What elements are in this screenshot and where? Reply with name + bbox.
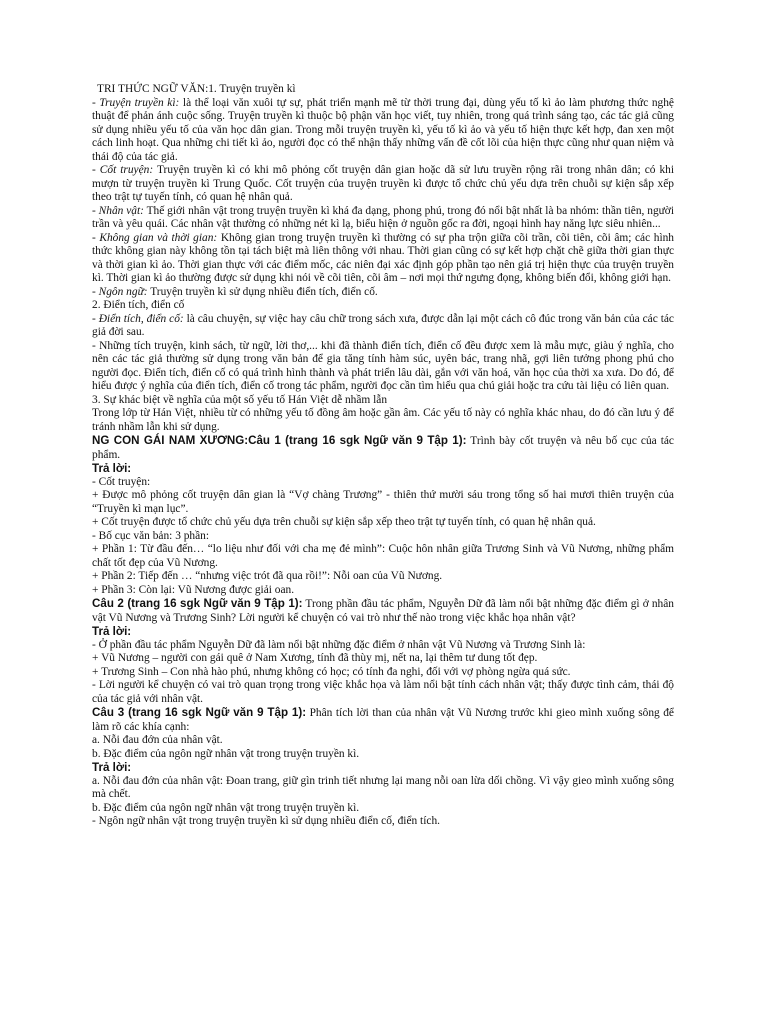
term-text: Không gian trong truyện truyền kì thường có sự pha trộn giữa cõi trần, cõi tiên, cõi âm; các hình thức không gian này không tồn tại tách biệt mà liên thông với nhau. Thời gian cũng có sự kết hợp chặt chẽ giữa thời gian thực và thời gian kì ảo. Thời gian thực với các điểm mốc, các niên đại xác định góp phần tạo nên giá trị hiện thực của truyện truyền kì. Thời gian kì ảo thường được sử dụng khi nói về cõi tiên, cõi âm – nơi mọi thứ ngưng đọng, không biến đổi, không giới hạn. [92, 231, 675, 284]
term-text: là thể loại văn xuôi tự sự, phát triển mạnh mẽ từ thời trung đại, dùng yếu tố kì ảo làm phương thức nghệ thuật để phản ánh cuộc sống. Truyện truyền kì thuộc bộ phận văn học viết, tuy nhiên, trong quá trình sáng tạo, các tác giả cũng sử dụng nhiều yếu tố của văn học dân gian. Trong mỗi truyện truyền kì, yếu tố kì ảo và yếu tố hiện thực kết hợp, đan xen một cách linh hoạt. Qua những chi tiết kì ảo, người đọc có thể nhận thấy những vấn đề cốt lõi của hiện thực cũng như quan niệm và thái độ của tác giả. [92, 96, 674, 163]
term-text: Thế giới nhân vật trong truyện truyền kì khá đa dạng, phong phú, trong đó nổi bật nhất là ba nhóm: thần tiên, người trần và yêu quái. Các nhân vật thường có những nét kì lạ, biểu hiện ở nguồn gốc ra đời, ngoại hình hay năng lực siêu nhiên... [92, 204, 674, 230]
term-label: - Cốt truyện: [92, 164, 154, 176]
term-label: - Ngôn ngữ: [92, 285, 148, 298]
paragraph-truyen-truyen-ki [92, 97, 674, 165]
term-label: - Truyện truyền kì: [92, 96, 180, 109]
question-text: Phân tích lời than của nhân vật Vũ Nương trước khi gieo mình xuống sông để làm rõ các khía cạnh: [92, 707, 674, 733]
answer-line: + Phần 2: Tiếp đến … “nhưng việc trót đã qua rồi!”: Nỗi oan của Vũ Nương. [92, 570, 443, 582]
answer-line: b. Đặc điểm của ngôn ngữ nhân vật trong truyện truyền kì. [92, 801, 360, 814]
paragraph-dien-tich [92, 313, 674, 340]
paragraph-khong-gian-thoi-gian [92, 232, 674, 286]
term-text: Truyện truyền kì sử dụng nhiều điển tích, điển cố. [147, 285, 378, 298]
term-label: - Nhân vật: [92, 204, 144, 217]
question-3 [92, 706, 674, 734]
document-page [92, 83, 674, 829]
answer-line: - Cốt truyện: [92, 475, 151, 488]
answer-line: + Trương Sinh – Con nhà hào phú, nhưng không có học; có tính đa nghi, đối với vợ phòng ngừa quá sức. [92, 665, 571, 678]
paragraph-nhan-vat [92, 205, 674, 232]
question-text: Trong phần đầu tác phẩm, Nguyễn Dữ đã làm nổi bật những đặc điểm gì ở nhân vật Vũ Nương và Trương Sinh? Lời người kể chuyện có vai trò như thế nào trong việc khắc họa nhân vật? [92, 598, 674, 624]
term-label: - Không gian và thời gian: [92, 231, 218, 244]
answer-label: Trả lời: [92, 625, 132, 638]
answer-line: a. Nỗi đau đớn của nhân vật: Đoan trang, giữ gìn trinh tiết nhưng lại mang nỗi oan lừa dối chồng. Vì vậy gieo mình xuống sông mà chết. [92, 774, 674, 800]
question-item: a. Nỗi đau đớn của nhân vật. [92, 734, 223, 746]
question-item: b. Đặc điểm của ngôn ngữ nhân vật trong truyện truyền kì. [92, 747, 360, 760]
answer-label: Trả lời: [92, 761, 132, 774]
answer-line: + Vũ Nương – người con gái quê ở Nam Xương, tính đã thùy mị, nết na, lại thêm tư dung tốt đẹp. [92, 652, 538, 664]
answer-line: + Phần 1: Từ đầu đến… “lo liệu như đối với cha mẹ đẻ mình”: Cuộc hôn nhân giữa Trương Sinh và Vũ Nương, những phẩm chất tốt đẹp của Vũ Nương. [92, 543, 674, 569]
term-text: là câu chuyện, sự việc hay câu chữ trong sách xưa, được dẫn lại một cách cô đúc trong văn bản của các tác giả đời sau. [92, 312, 674, 338]
term-text: Truyện truyền kì có khi mô phỏng cốt truyện dân gian hoặc dã sử lưu truyền rộng rãi trong nhân dân; có khi mượn từ truyện truyền kì Trung Quốc. Cốt truyện của truyện truyền kì được tổ chức chủ yếu dựa trên chuỗi sự kiện sắp xếp theo trật tự tuyến tính, có quan hệ nhân quả. [92, 164, 675, 203]
answer-line: + Được mô phỏng cốt truyện dân gian là “Vợ chàng Trương” - thiên thứ mười sáu trong tổng số hai mươi thiên truyện của “Truyền kì mạn lục”. [92, 489, 674, 515]
answer-line: + Phần 3: Còn lại: Vũ Nương được giải oan. [92, 583, 295, 596]
paragraph-cot-truyen [92, 164, 674, 205]
paragraph-han-viet: Trong lớp từ Hán Việt, nhiều từ có những yếu tố đồng âm hoặc gần âm. Các yếu tố này có nghĩa khác nhau, do đó cần lưu ý để tránh nhầm lẫn khi sử dụng. [92, 407, 674, 433]
answer-line: - Ngôn ngữ nhân vật trong truyện truyền kì sử dụng nhiều điển cố, điển tích. [92, 815, 440, 827]
question-heading: NG CON GÁI NAM XƯƠNG:Câu 1 (trang 16 sgk Ngữ văn 9 Tập 1): [92, 434, 467, 447]
term-label: - Điển tích, điển cố: [92, 312, 184, 325]
answer-line: - Ở phần đầu tác phẩm Nguyễn Dữ đã làm nổi bật những đặc điểm ở nhân vật Vũ Nương và Trương Sinh là: [92, 638, 586, 651]
section-heading-3: 3. Sự khác biệt về nghĩa của một số yếu tố Hán Việt dễ nhầm lẫn [92, 393, 388, 406]
question-text: Trình bày cốt truyện và nêu bố cục của tác phẩm. [92, 435, 674, 461]
paragraph-tich-truyen: - Những tích truyện, kinh sách, từ ngữ, lời thơ,... khi đã thành điển tích, điển cố đều được xem là mẫu mực, giàu ý nghĩa, cho nên các tác giả thường sử dụng trong văn bản để gia tăng tính hàm súc, uyên bác, trang nhã, gợi liên tưởng phong phú cho người đọc. Điển tích, điển cố có quá trình hình thành và phát triển lâu dài, gắn với văn hoá, văn học của thời xa xưa. Do đó, để hiểu được ý nghĩa của điển tích, điển cố trong tác phẩm, người đọc cần tìm hiểu qua chú giải hoặc tra cứu tài liệu có liên quan. [92, 339, 674, 392]
answer-line: - Lời người kể chuyện có vai trò quan trọng trong việc khắc họa và làm nổi bật tính cách nhân vật; thấy được tình cảm, thái độ của tác giả với nhân vật. [92, 679, 674, 705]
question-1 [92, 434, 674, 462]
answer-line: - Bố cục văn bản: 3 phần: [92, 529, 210, 542]
answer-line: + Cốt truyện được tổ chức chủ yếu dựa trên chuỗi sự kiện sắp xếp theo trật tự tuyến tính, có quan hệ nhân quả. [92, 516, 596, 528]
question-heading: Câu 3 (trang 16 sgk Ngữ văn 9 Tập 1): [92, 706, 307, 719]
paragraph-ngon-ngu [92, 286, 674, 300]
section-heading-2: 2. Điển tích, điển cố [92, 299, 185, 311]
answer-label: Trả lời: [92, 462, 132, 475]
document-title: TRI THỨC NGỮ VĂN:1. Truyện truyền kì [97, 83, 296, 95]
question-2 [92, 597, 674, 625]
question-heading: Câu 2 (trang 16 sgk Ngữ văn 9 Tập 1): [92, 597, 303, 610]
